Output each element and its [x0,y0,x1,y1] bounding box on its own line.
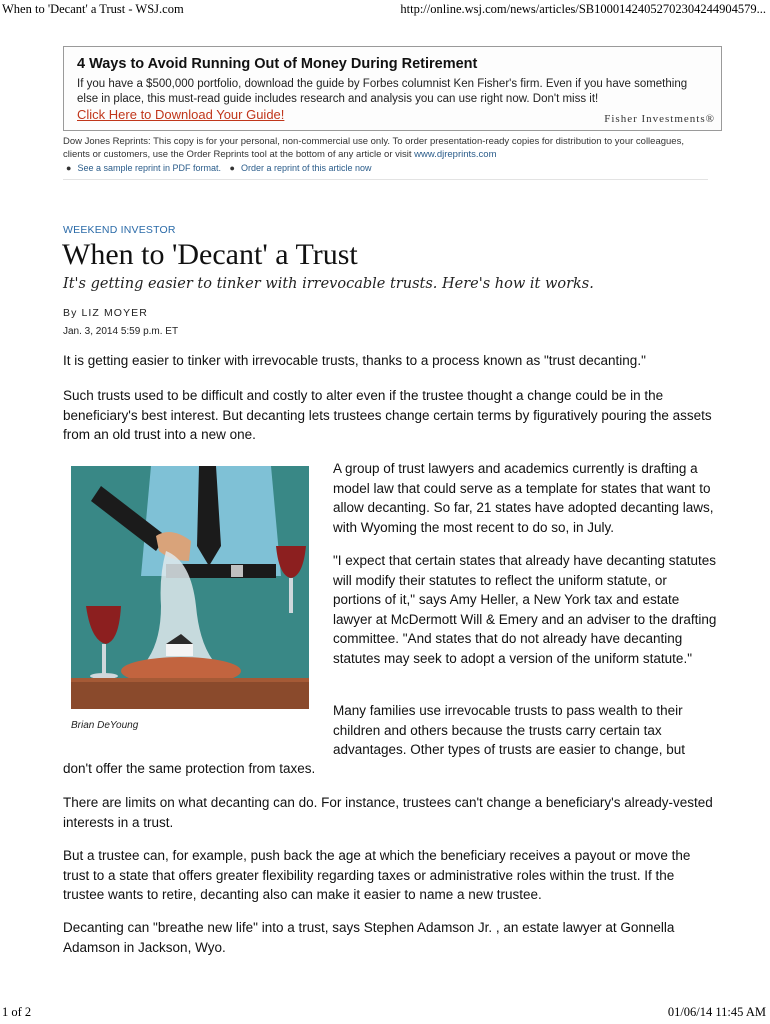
ad-title: 4 Ways to Avoid Running Out of Money During Retirement [77,56,478,72]
bullet-icon: ● [66,163,72,173]
print-header [2,2,766,18]
article-date: Jan. 3, 2014 5:59 p.m. ET [63,326,179,337]
ad-download-link[interactable]: Click Here to Download Your Guide! [77,107,285,122]
article-paragraph: It is getting easier to tinker with irrevocable trusts, thanks to a process known as "trust decanting." [63,353,646,368]
print-footer [2,1005,766,1021]
reprint-notice-text: Dow Jones Reprints: This copy is for your personal, non-commercial use only. To order presentation-ready copies for distribution to your colleagues, clients or customers, use the Order Reprints tool at the bottom of any article or visit [63,136,684,160]
page-number: 1 of 2 [2,1005,32,1019]
article-paragraph: There are limits on what decanting can do. For instance, trustees can't change a beneficiary's already-vested interests in a trust. [63,795,713,830]
article-byline: By LIZ MOYER [63,307,148,319]
order-reprint-link[interactable]: Order a reprint of this article now [240,163,372,173]
article-paragraph: Such trusts used to be difficult and costly to alter even if the trustee thought a change could be in the beneficiary's best interest. But decanting lets trustees change certain terms by figuratively pouring the assets from an old trust into a new one. [63,388,712,442]
print-timestamp: 01/06/14 11:45 AM [667,1005,766,1019]
ad-brand-logo: Fisher Investments® [604,113,715,125]
article-paragraph: "I expect that certain states that already have decanting statutes will modify their statutes to reflect the uniform statute, or portions of it," says Amy Heller, a New York tax and estate lawyer at McDermott Will & Emery and an adviser to the drafting committee. "And states that do not already have decanting statutes may seek to adopt a version of the uniform statute." [333,553,717,666]
image-caption: Brian DeYoung [71,720,139,731]
article-headline: When to 'Decant' a Trust [62,238,358,271]
article-paragraph: Decanting can "breathe new life" into a trust, says Stephen Adamson Jr. , an estate lawyer at Gonnella Adamson in Jackson, Wyo. [63,920,675,955]
article-paragraph: But a trustee can, for example, push back the age at which the beneficiary receives a payout or move the trust to a state that offers greater flexibility regarding taxes or administrative roles within the trust. If the trustee wants to retire, decanting also can make it easier to name a new trustee. [63,848,691,902]
section-kicker[interactable]: WEEKEND INVESTOR [63,224,176,236]
article-paragraph: Many families use irrevocable trusts to pass wealth to their children and others because the trusts carry certain tax advantages. Other types of trusts are easier to change, but [333,703,685,757]
ad-body: If you have a $500,000 portfolio, download the guide by Forbes columnist Ken Fisher's firm. Even if you have something else in place, this must-read guide includes research and analysis you can use right now. Don't miss it! [77,78,688,105]
article-illustration [71,466,309,709]
sample-reprint-link[interactable]: See a sample reprint in PDF format. [77,163,221,173]
reprint-links [66,163,372,173]
djreprints-link[interactable]: www.djreprints.com [414,149,497,160]
reprint-notice [63,135,713,161]
divider [63,179,708,180]
article-paragraph: A group of trust lawyers and academics currently is drafting a model law that could serve as a template for states that want to allow decanting. So far, 21 states have adopted decanting laws, with Wyoming the most recent to do so, in July. [333,461,714,535]
article-paragraph: don't offer the same protection from taxes. [63,761,316,776]
print-header-title: When to 'Decant' a Trust - WSJ.com [2,2,184,16]
ad-banner[interactable] [63,46,722,131]
article-dek: It's getting easier to tinker with irrevocable trusts. Here's how it works. [63,276,594,292]
print-header-url: http://online.wsj.com/news/articles/SB10001424052702304244904579... [400,2,766,16]
bullet-icon: ● [229,163,235,173]
